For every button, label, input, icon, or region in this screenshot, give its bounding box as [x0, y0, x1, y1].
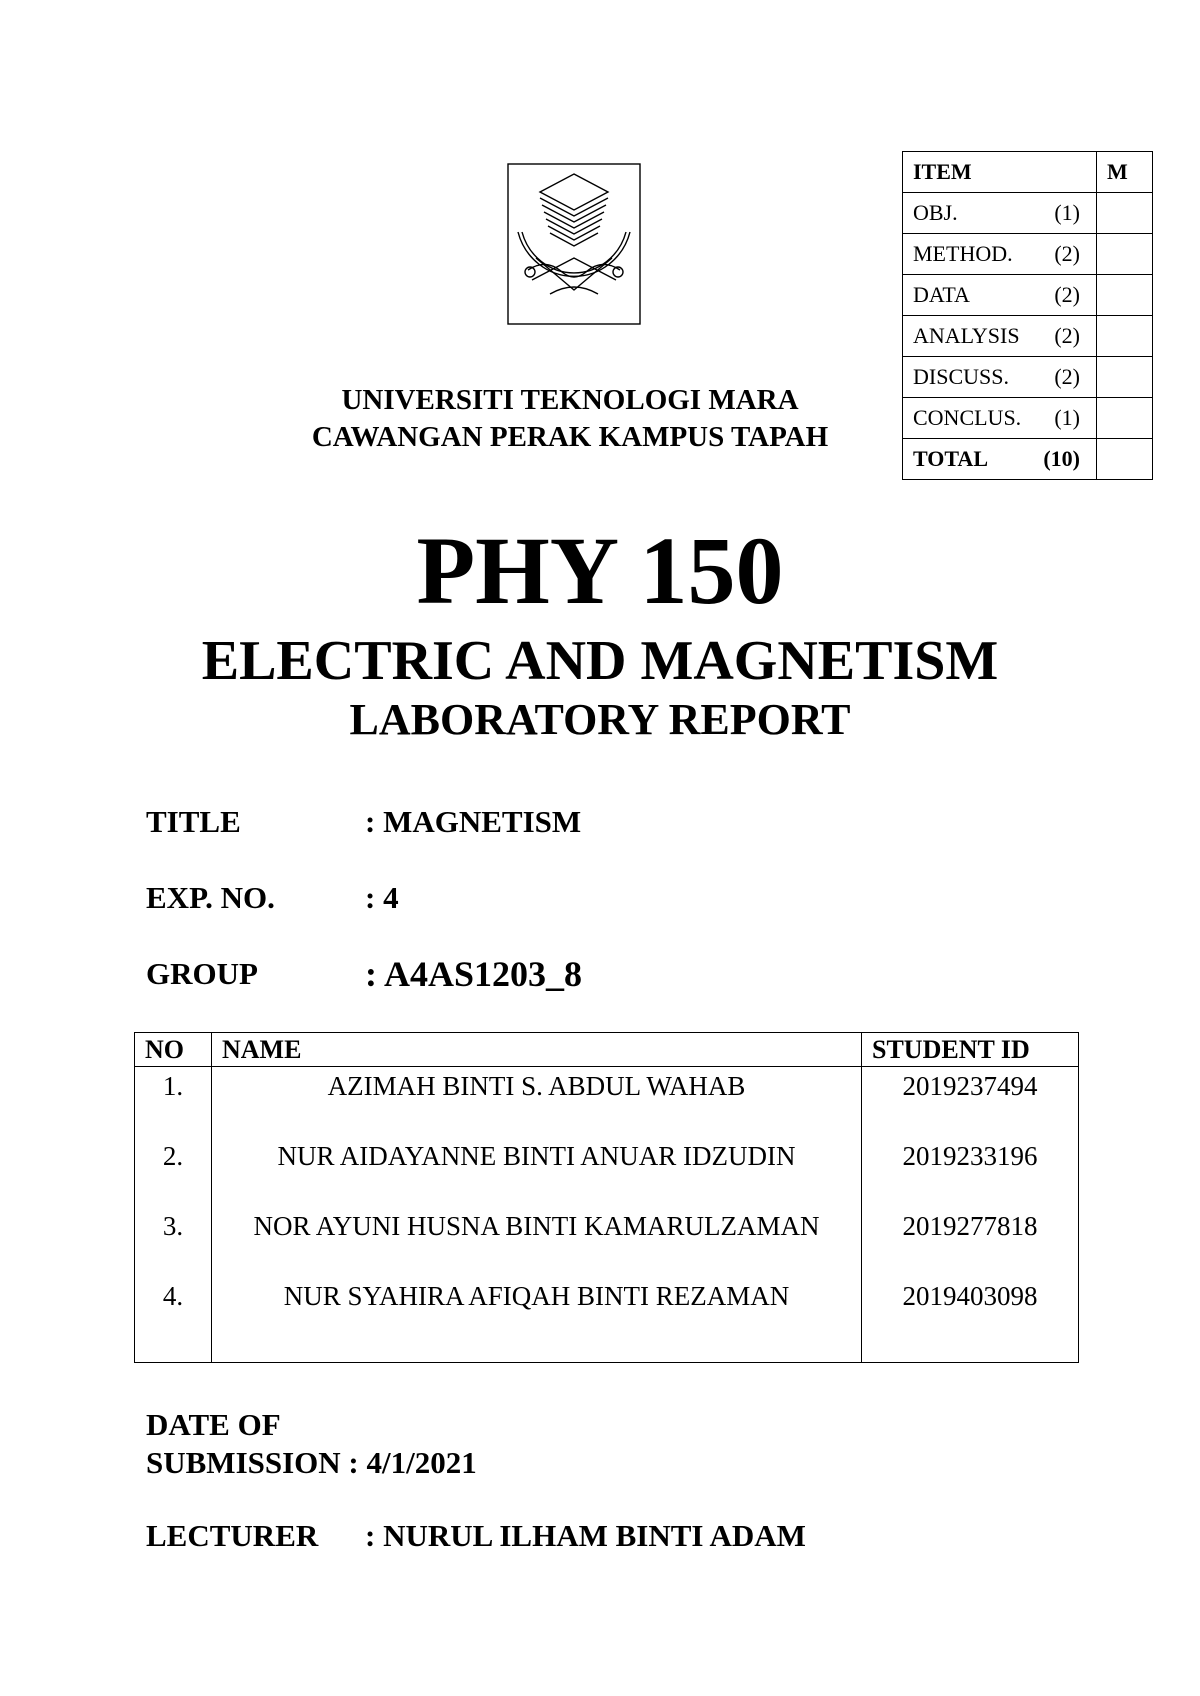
marks-table [902, 151, 1153, 480]
marks-header-item: ITEM [903, 152, 1097, 193]
lecturer-value: : NURUL ILHAM BINTI ADAM [365, 1518, 806, 1553]
marks-score-cell [1097, 398, 1153, 439]
header-student-id: STUDENT ID [862, 1033, 1079, 1067]
marks-item-points: (1) [1054, 405, 1080, 430]
course-code: PHY 150 [416, 517, 784, 624]
marks-item-label: OBJ. [913, 200, 958, 225]
student-name: NUR SYAHIRA AFIQAH BINTI REZAMAN [212, 1277, 862, 1363]
exp-row [146, 878, 946, 918]
student-name: AZIMAH BINTI S. ABDUL WAHAB [212, 1067, 862, 1137]
exp-value: : 4 [365, 880, 399, 915]
university-name: UNIVERSITI TEKNOLOGI MARA [341, 384, 799, 416]
student-id: 2019237494 [862, 1067, 1079, 1137]
header-no: NO [135, 1033, 212, 1067]
lecturer-row [146, 1516, 1046, 1556]
student-id: 2019277818 [862, 1207, 1079, 1277]
marks-score-cell [1097, 357, 1153, 398]
marks-item-points: (2) [1054, 323, 1080, 348]
marks-item-points: (2) [1054, 241, 1080, 266]
student-name: NOR AYUNI HUSNA BINTI KAMARULZAMAN [212, 1207, 862, 1277]
student-table-header [135, 1033, 1079, 1067]
marks-item-label: DISCUSS. [913, 364, 1009, 389]
report-type: LABORATORY REPORT [349, 695, 851, 744]
marks-item-points: (2) [1054, 282, 1080, 307]
title-label: TITLE [146, 804, 241, 839]
marks-item-label: METHOD. [913, 241, 1013, 266]
marks-row [903, 275, 1153, 316]
title-row [146, 802, 946, 842]
marks-total-row [903, 439, 1153, 480]
marks-row [903, 193, 1153, 234]
university-logo [506, 162, 642, 326]
group-value: : A4AS1203_8 [365, 954, 583, 994]
table-row [135, 1207, 1079, 1277]
table-row [135, 1067, 1079, 1137]
student-id: 2019233196 [862, 1137, 1079, 1207]
student-no: 1. [135, 1067, 212, 1137]
marks-row [903, 357, 1153, 398]
student-no: 3. [135, 1207, 212, 1277]
table-row [135, 1277, 1079, 1363]
student-id: 2019403098 [862, 1277, 1079, 1363]
marks-score-cell [1097, 275, 1153, 316]
title-value: : MAGNETISM [365, 804, 582, 839]
student-name: NUR AIDAYANNE BINTI ANUAR IDZUDIN [212, 1137, 862, 1207]
marks-score-cell [1097, 316, 1153, 357]
student-no: 2. [135, 1137, 212, 1207]
submission-date: SUBMISSION : 4/1/2021 [146, 1445, 477, 1480]
marks-total-cell [1097, 439, 1153, 480]
marks-score-cell [1097, 234, 1153, 275]
student-table [134, 1032, 1079, 1363]
group-row [146, 954, 946, 994]
campus-name: CAWANGAN PERAK KAMPUS TAPAH [311, 421, 829, 453]
submission-label: DATE OF [146, 1407, 281, 1442]
marks-item-label: DATA [913, 282, 970, 307]
group-label: GROUP [146, 956, 258, 991]
marks-row [903, 234, 1153, 275]
exp-label: EXP. NO. [146, 880, 275, 915]
lecturer-label: LECTURER [146, 1518, 319, 1553]
marks-header-mark: M [1097, 152, 1153, 193]
subject-title: ELECTRIC AND MAGNETISM [201, 630, 999, 692]
marks-item-points: (1) [1054, 200, 1080, 225]
header-name: NAME [212, 1033, 862, 1067]
student-no: 4. [135, 1277, 212, 1363]
marks-header-row [903, 152, 1153, 193]
table-row [135, 1137, 1079, 1207]
marks-item-label: CONCLUS. [913, 405, 1022, 430]
marks-score-cell [1097, 193, 1153, 234]
marks-item-points: (2) [1054, 364, 1080, 389]
marks-total-points: (10) [1043, 446, 1080, 471]
marks-row [903, 398, 1153, 439]
marks-row [903, 316, 1153, 357]
marks-total-label: TOTAL [913, 446, 988, 471]
marks-item-label: ANALYSIS [913, 323, 1020, 348]
